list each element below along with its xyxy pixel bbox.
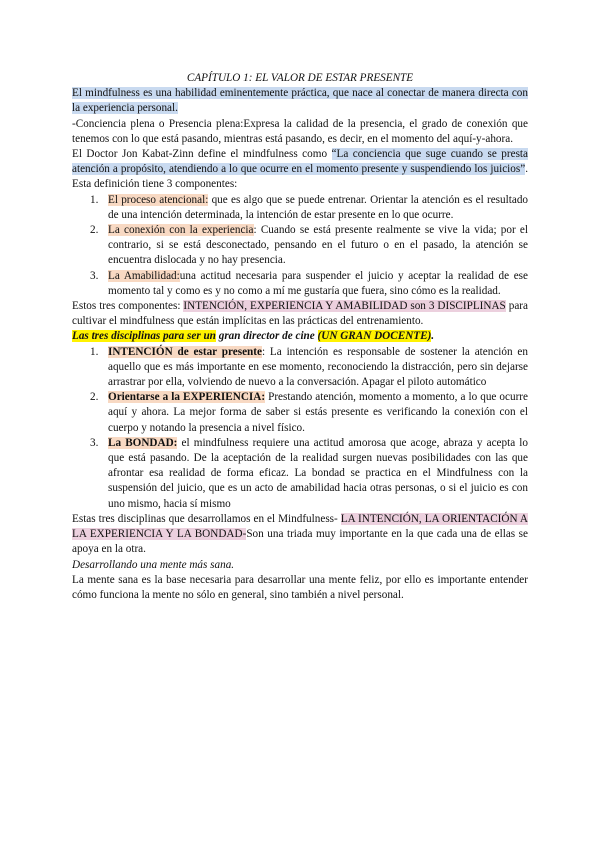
- intro-paragraph: [72, 86, 528, 116]
- mindfulness-definition-highlight: El mindfulness es una habilidad eminentemente práctica, que nace al conectar de manera directa con la experiencia personal.: [72, 87, 528, 115]
- discipline-heading: INTENCIÓN de estar presente: [108, 345, 262, 358]
- kabat-zinn-quote: “La conciencia que suge cuando se presta atención a propósito, atendiendo a lo que ocurre en el momento presente y suspendiendo los juicios”: [72, 148, 528, 176]
- disciplines-highlight: INTENCIÓN, EXPERIENCIA Y AMABILIDAD son 3 DISCIPLINAS: [183, 300, 506, 313]
- component-heading: El proceso atencional:: [108, 193, 209, 206]
- chapter-title: CAPÍTULO 1: EL VALOR DE ESTAR PRESENTE: [186, 72, 414, 84]
- list-item: 2. La conexión con la experiencia: Cuando se está presente realmente se vive la vida; por el contrario, si se está desconectado, pensando en el futuro o en el pasado, la atención se encuentra dislocada y no hay presencia.: [90, 224, 528, 267]
- section-subtitle: Desarrollando una mente más sana.: [72, 558, 235, 571]
- conciencia-plena-paragraph: -Conciencia plena o Presencia plena:Expresa la calidad de la presencia, el grado de conexión que tenemos con lo que está pasando, mientras está pasando, es decir, en el momento del aquí-y-ahora.: [72, 117, 528, 145]
- component-heading: La conexión con la experiencia: [108, 224, 254, 237]
- components-list: [72, 193, 528, 299]
- list-item: 3. La BONDAD: el mindfulness requiere una actitud amorosa que acoge, abraza y acepta lo que está pasando. De la aceptación de la realidad surgen nuevas posibilidades con las que afrontar esa realidad de forma eficaz. La bondad se practica en el Mindfulness con la suspensión del juicio, que es un acto de amabilidad hacia otras personas, o si el juicio es con uno mismo, hacia sí mismo: [90, 436, 529, 510]
- healthy-mind-paragraph: La mente sana es la base necesaria para desarrollar una mente feliz, por ello es importante entender cómo funciona la mente no sólo en general, sino también a nivel personal.: [72, 573, 528, 601]
- triad-highlight: LA INTENCIÓN, LA ORIENTACIÓN A LA EXPERIENCIA Y LA BONDAD-: [72, 512, 528, 541]
- kabat-zinn-paragraph: El Doctor Jon Kabat-Zinn define el mindfulness como “La conciencia que suge cuando se presta atención a propósito, atendiendo a lo que ocurre en el momento presente y suspendiendo los juicios”. Esta definición tiene 3 componentes:: [72, 148, 528, 191]
- director-heading: Las tres disciplinas para ser un gran director de cine (UN GRAN DOCENTE).: [72, 330, 435, 343]
- discipline-heading: Orientarse a la EXPERIENCIA:: [108, 391, 266, 404]
- component-heading: La Amabilidad:: [108, 269, 180, 282]
- three-components-paragraph: Estos tres componentes: INTENCIÓN, EXPERIENCIA Y AMABILIDAD son 3 DISCIPLINAS para cultivar el mindfulness que están implícitas en las prácticas del entrenamiento.: [72, 300, 528, 328]
- disciplines-list: [72, 345, 528, 512]
- discipline-heading: La BONDAD:: [108, 436, 178, 449]
- list-item: 3. La Amabilidad:una actitud necesaria para suspender el juicio y aceptar la realidad de ese momento tal y como es y no como a mí me gustaría que fuera, sino cómo es la realidad.: [90, 269, 528, 297]
- list-item: 2. Orientarse a la EXPERIENCIA: Prestando atención, momento a momento, a lo que ocurre aquí y ahora. La mejor forma de saber si estás presente es verificando la conexión con el cuerpo y notando la presencia a nivel físico.: [90, 391, 528, 434]
- list-item: 1. El proceso atencional: que es algo que se puede entrenar. Orientar la atención es el resultado de una intención determinada, la intención de estar presente en lo que ocurre.: [90, 193, 529, 221]
- triad-paragraph: Estas tres disciplinas que desarrollamos en el Mindfulness- LA INTENCIÓN, LA ORIENTACIÓN A LA EXPERIENCIA Y LA BONDAD-Son una triada muy importante en la que cada una de ellas se apoya en la otra.: [72, 512, 528, 556]
- list-item: 1. INTENCIÓN de estar presente: La intención es responsable de sostener la atención en aquello que es más importante en ese momento, reconociendo la distracción, pero sin dejarse arrastrar por ella, volviendo de nuevo a la conversación. Apagar el piloto automático: [90, 345, 528, 389]
